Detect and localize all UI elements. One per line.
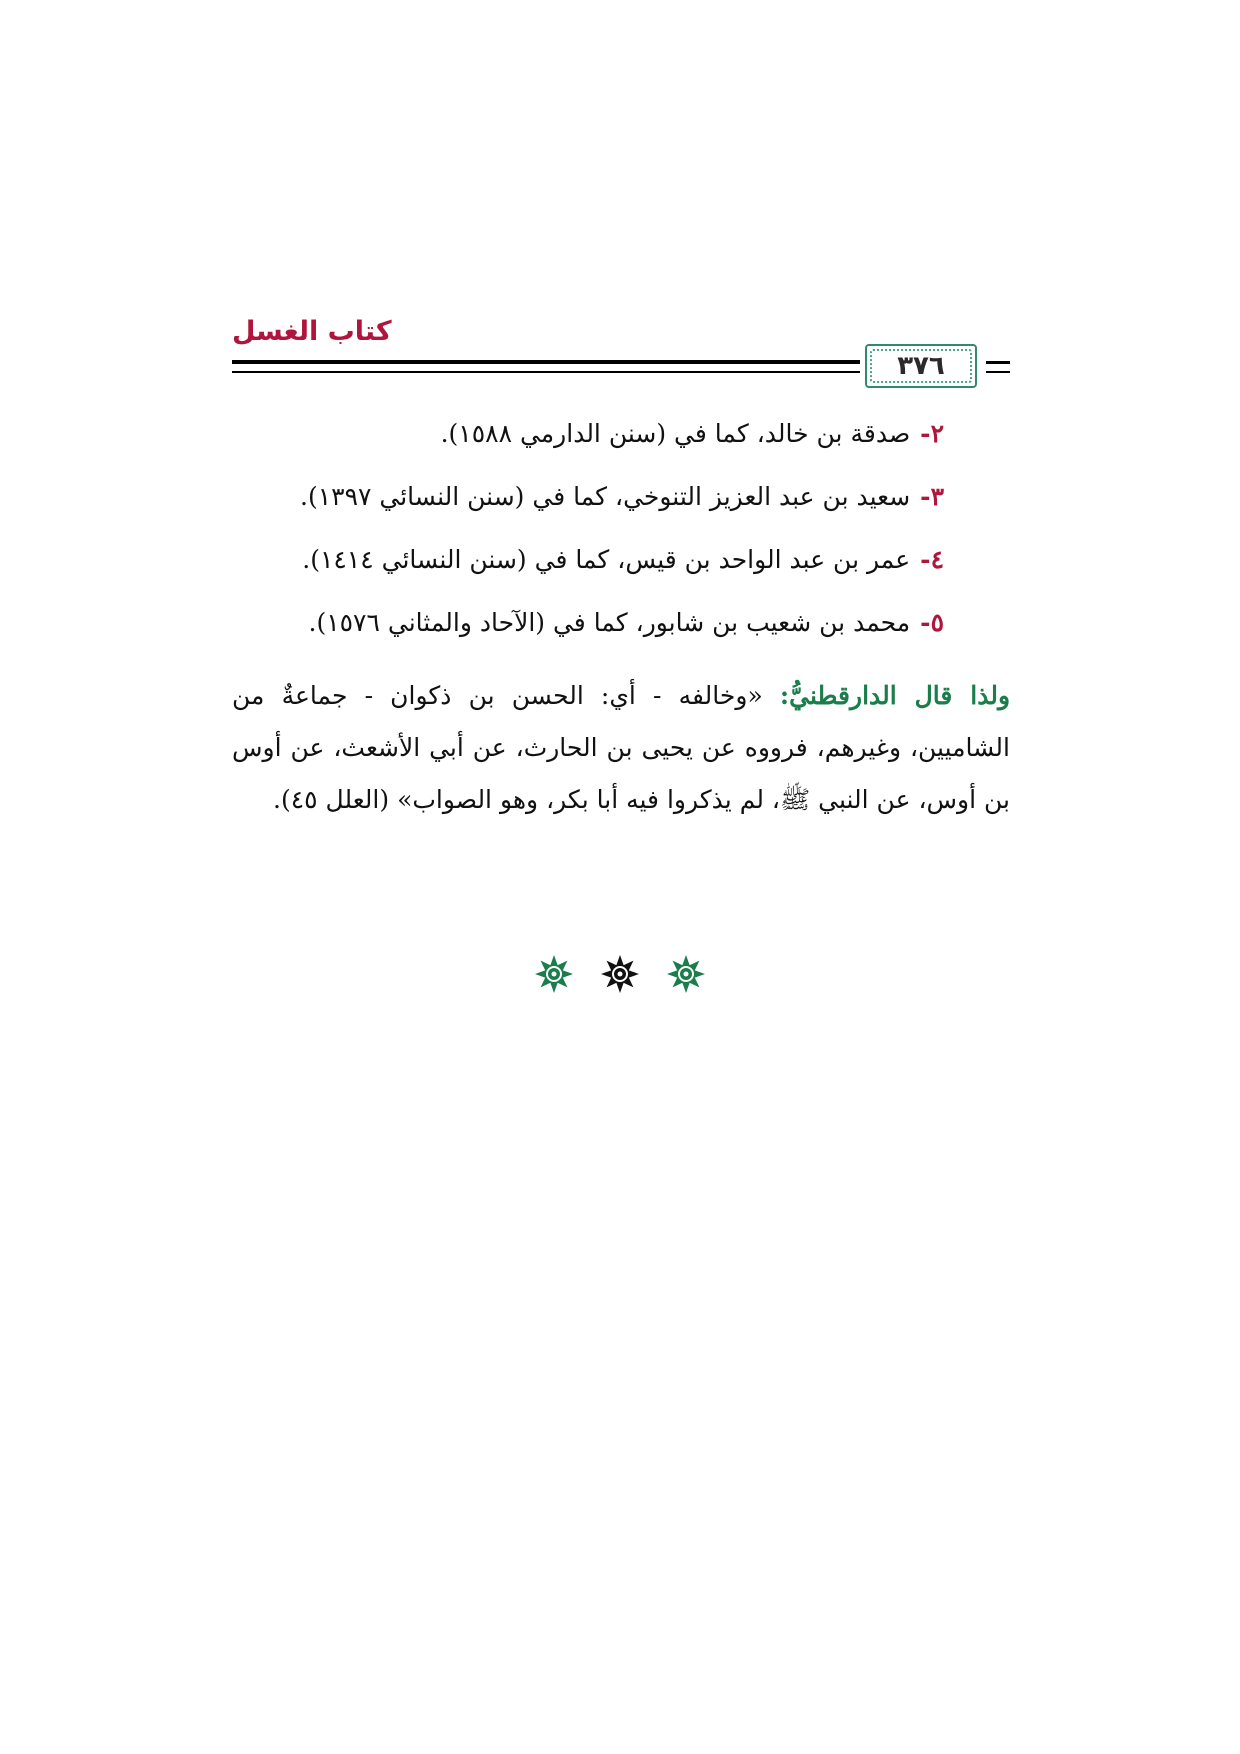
list-item	[232, 603, 1010, 666]
flower-ornament-icon	[666, 954, 706, 994]
list-item-number: ٢-	[920, 419, 944, 448]
page-number-frame	[865, 344, 977, 388]
flower-ornament-icon	[600, 954, 640, 994]
paragraph-body: «وخالفه - أي: الحسن بن ذكوان - جماعةٌ من الشاميين، وغيرهم، فرووه عن يحيى بن الحارث، عن أبي الأشعث، عن أوس بن أوس، عن النبي ﷺ، لم يذكروا فيه أبا بكر، وهو الصواب» (العلل ٤٥).	[232, 681, 1010, 814]
list-item-text: صدقة بن خالد، كما في (سنن الدارمي ١٥٨٨).	[440, 419, 911, 448]
quote-paragraph	[232, 670, 1010, 826]
list-item-text: سعيد بن عبد العزيز التنوخي، كما في (سنن النسائي ١٣٩٧).	[300, 482, 911, 511]
flower-ornament-icon	[534, 954, 574, 994]
header-rule-right-thin	[986, 371, 1010, 373]
list-item-number: ٤-	[920, 545, 944, 574]
book-title: كتاب الغسل	[232, 316, 392, 347]
paragraph-lead: ولذا قال الدارقطنيُّ:	[779, 681, 1011, 710]
header-rule-right	[986, 361, 1010, 364]
list-item-text: محمد بن شعيب بن شابور، كما في (الآحاد والمثاني ١٥٧٦).	[308, 608, 911, 637]
narrator-list	[232, 414, 1010, 666]
list-item	[232, 414, 1010, 477]
section-end-ornaments	[534, 954, 706, 994]
list-item-number: ٥-	[920, 608, 944, 637]
header-rule-thin	[232, 371, 860, 373]
list-item-text: عمر بن عبد الواحد بن قيس، كما في (سنن النسائي ١٤١٤).	[302, 545, 911, 574]
page-header	[232, 316, 1010, 390]
list-item-number: ٣-	[920, 482, 944, 511]
page-number: ٣٧٦	[897, 351, 945, 381]
list-item	[232, 477, 1010, 540]
header-rule-thick	[232, 360, 860, 364]
list-item	[232, 540, 1010, 603]
